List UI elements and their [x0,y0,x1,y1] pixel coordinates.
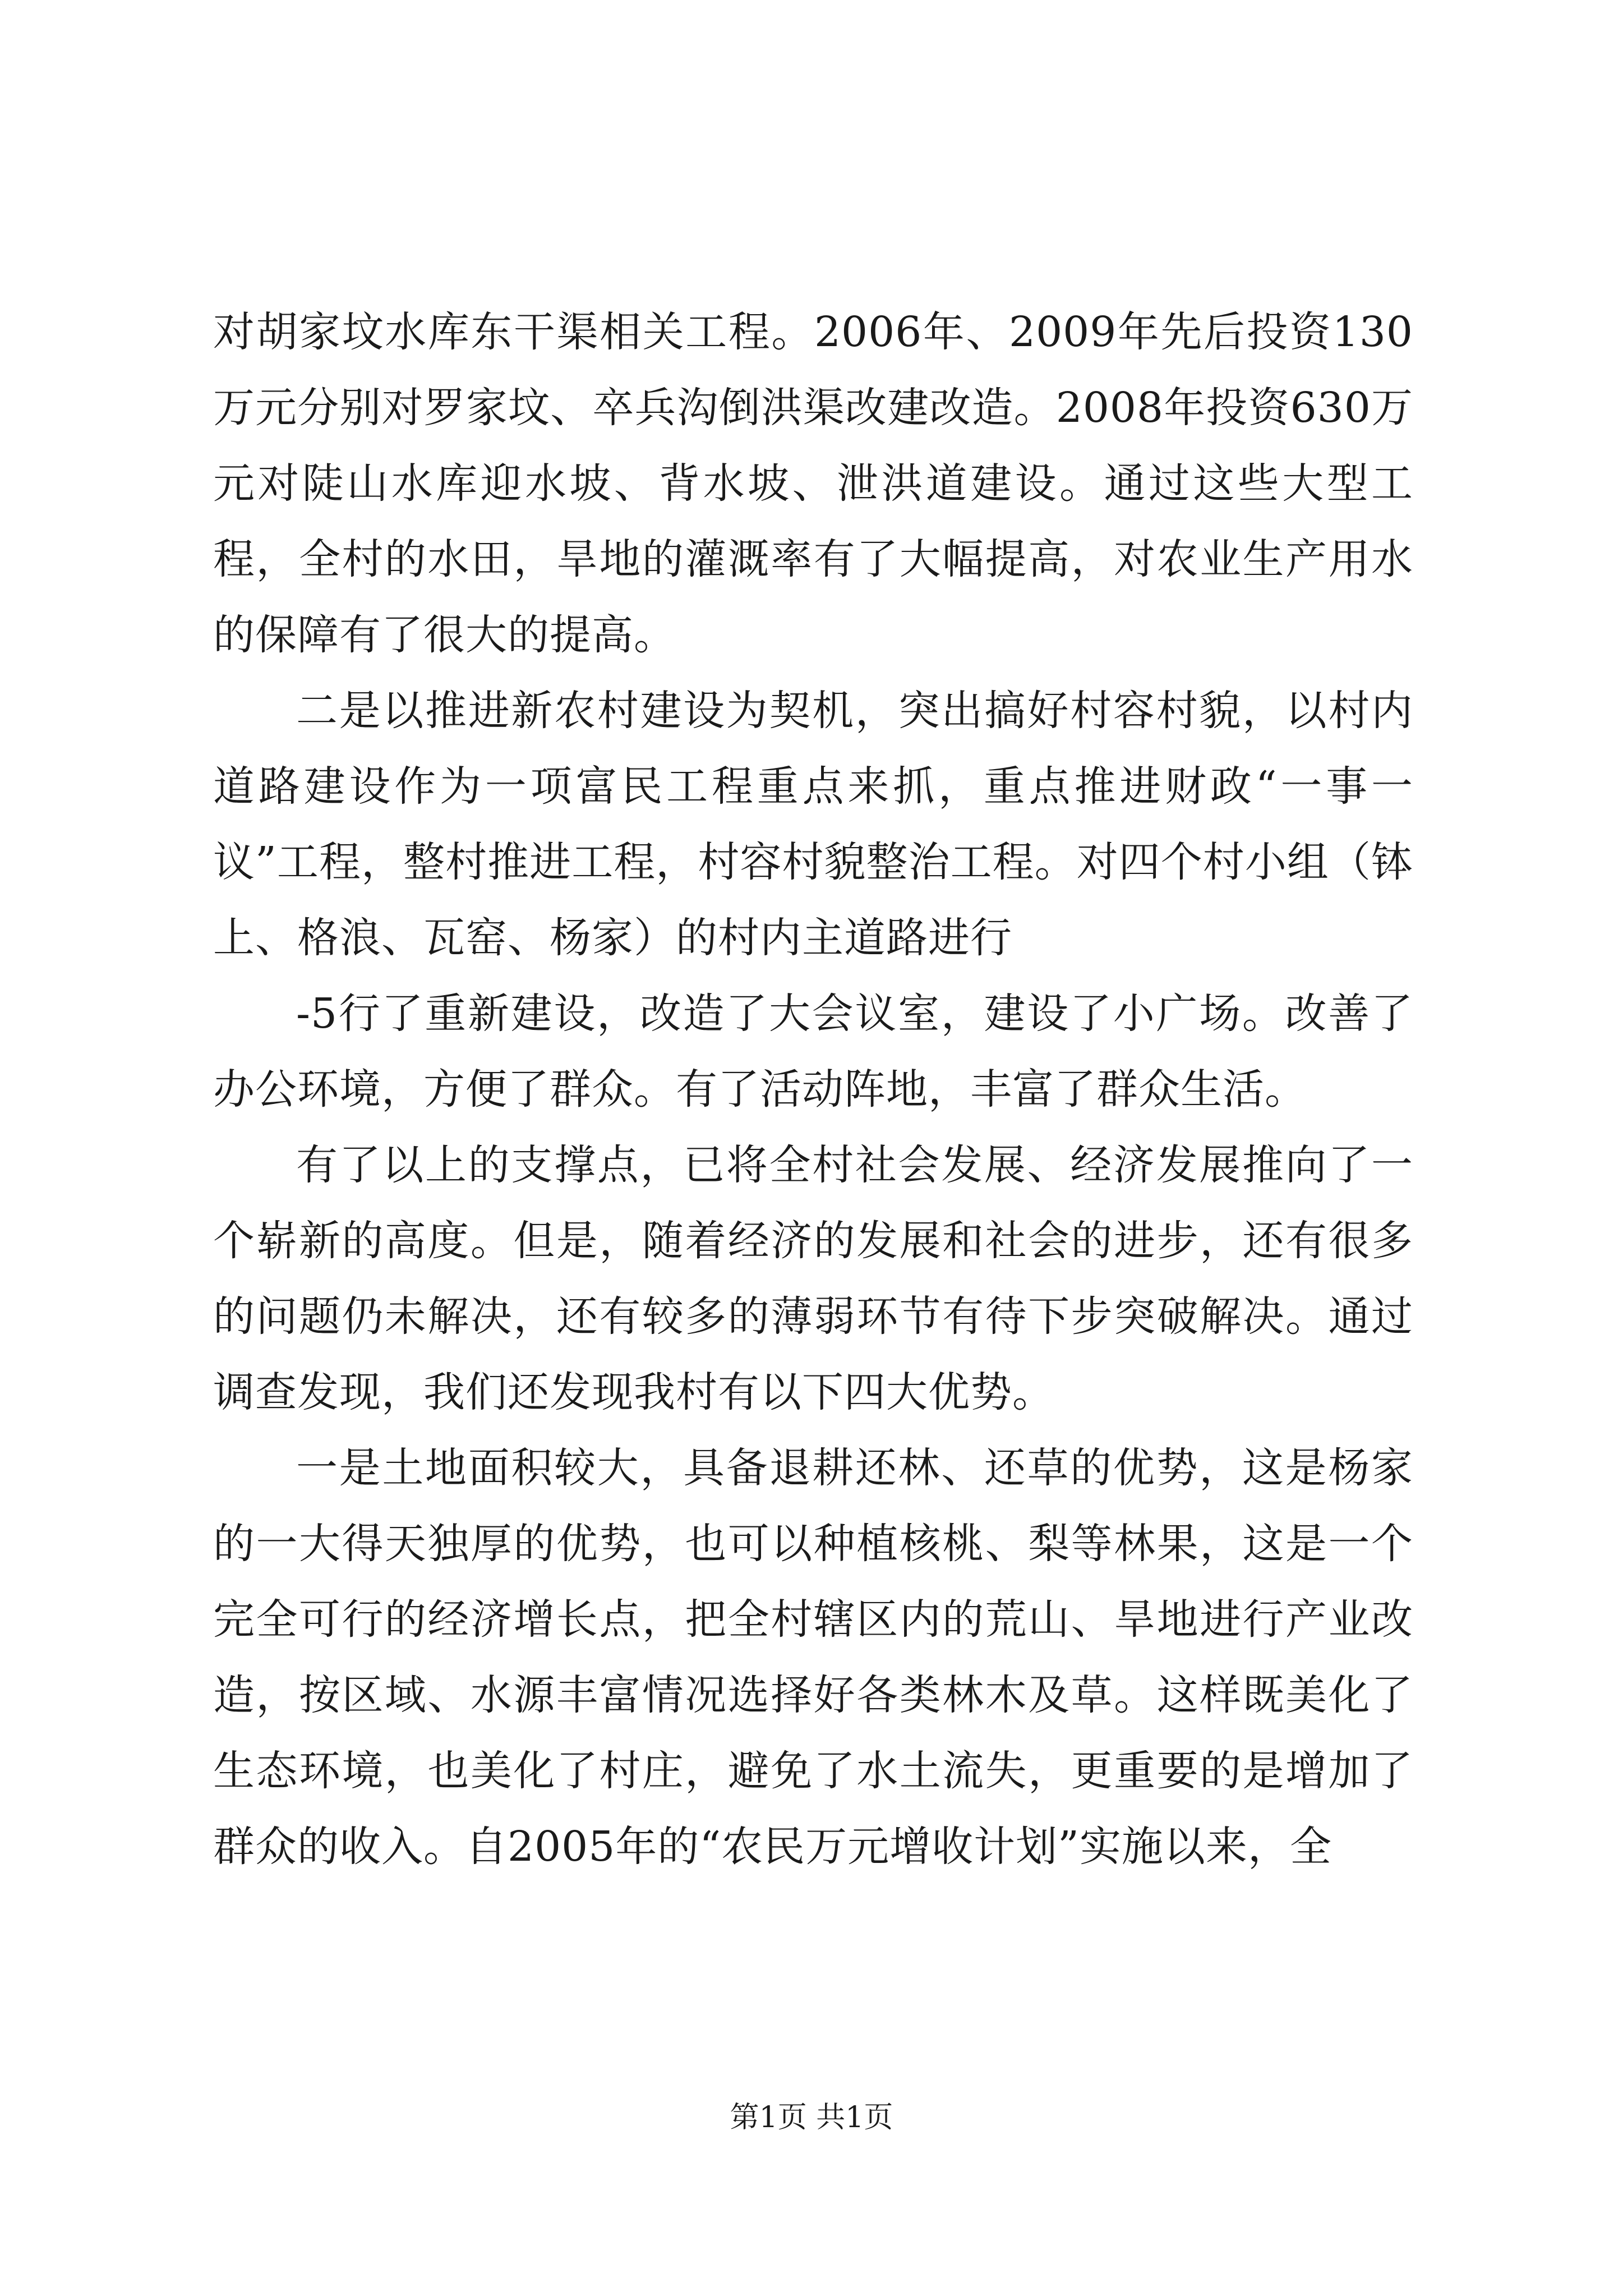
paragraph-3: -5行了重新建设，改造了大会议室，建设了小广场。改善了办公环境，方便了群众。有了活动阵地，丰富了群众生活。 [213,990,1413,1114]
page-footer [0,2098,1623,2137]
paragraph-1: 对胡家坟水库东干渠相关工程。2006年、2009年先后投资130万元分别对罗家坟、卒兵沟倒洪渠改建改造。2008年投资630万元对陡山水库迎水坡、背水坡、泄洪道建设。通过这些大型工程，全村的水田，旱地的灌溉率有了大幅提高，对农业生产用水的保障有了很大的提高。 [213,308,1413,659]
page-number-label: 第1页 共1页 [730,2101,893,2134]
paragraph-2: 二是以推进新农村建设为契机，突出搞好村容村貌，以村内道路建设作为一项富民工程重点来抓，重点推进财政“一事一议”工程，整村推进工程，村容村貌整治工程。对四个村小组（钵上、格浪、瓦窑、杨家）的村内主道路进行 [213,687,1413,962]
document-body [213,295,1413,1885]
paragraph-5: 一是土地面积较大，具备退耕还林、还草的优势，这是杨家的一大得天独厚的优势，也可以种植核桃、梨等林果，这是一个完全可行的经济增长点，把全村辖区内的荒山、旱地进行产业改造，按区域、水源丰富情况选择好各类林木及草。这样既美化了生态环境，也美化了村庄，避免了水土流失，更重要的是增加了群众的收入。自2005年的“农民万元增收计划”实施以来，全 [213,1444,1413,1871]
paragraph-4: 有了以上的支撑点，已将全村社会发展、经济发展推向了一个崭新的高度。但是，随着经济的发展和社会的进步，还有很多的问题仍未解决，还有较多的薄弱环节有待下步突破解决。通过调查发现，我们还发现我村有以下四大优势。 [213,1141,1413,1416]
